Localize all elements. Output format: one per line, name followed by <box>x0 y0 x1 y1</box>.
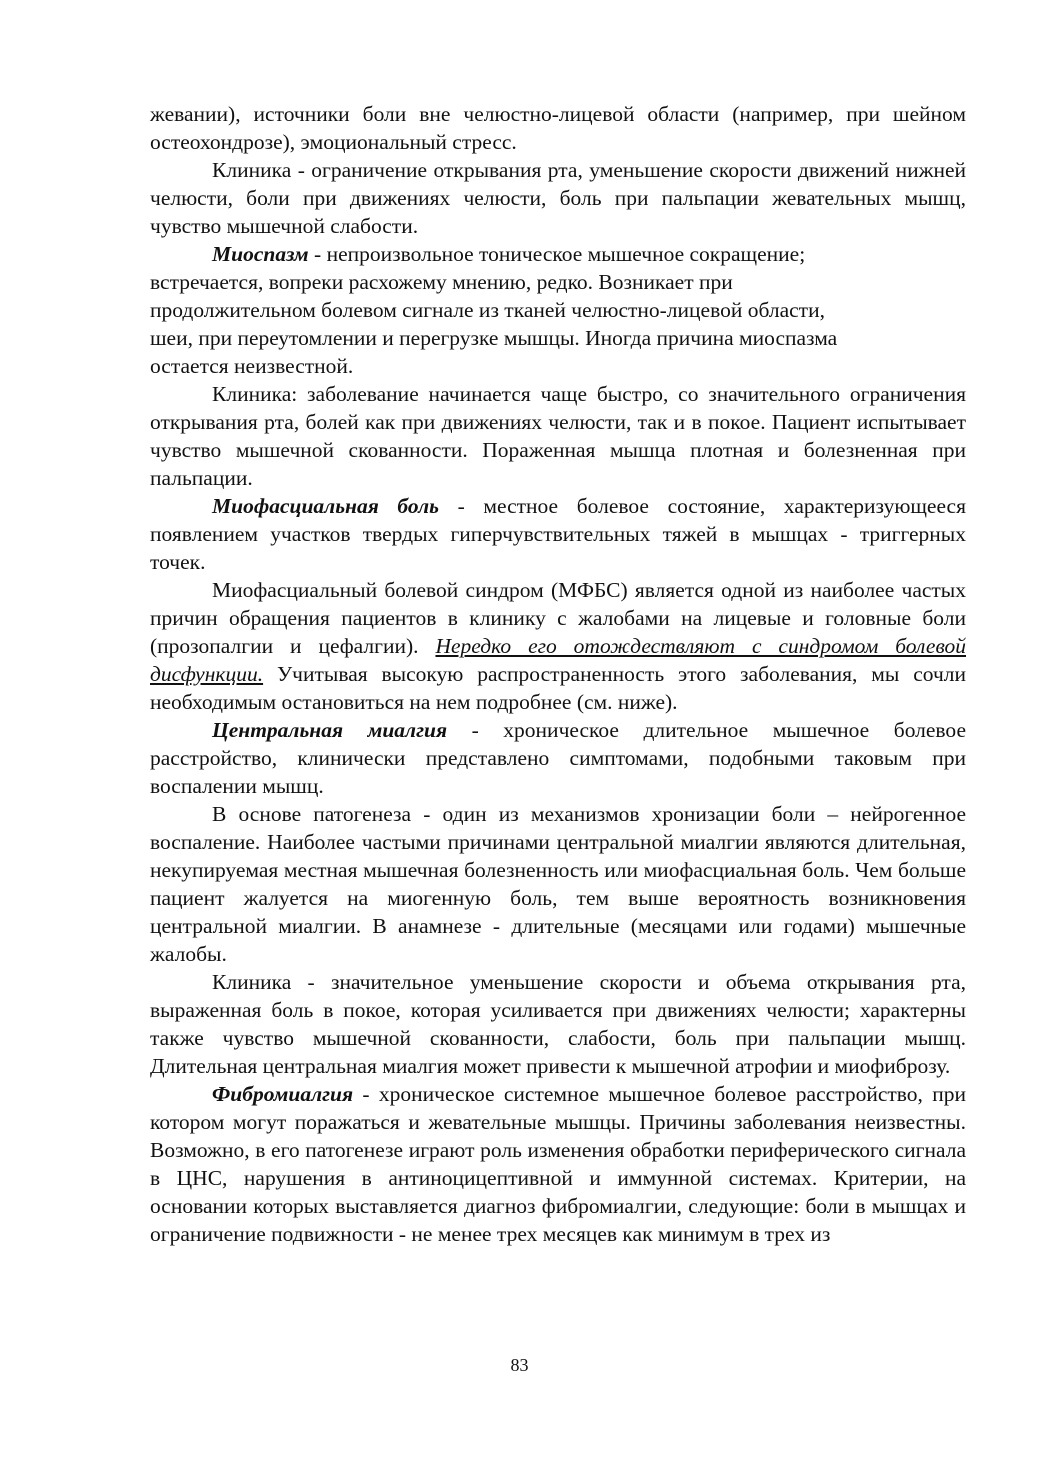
myospasm-line-1: - непроизвольное тоническое мышечное сокращение; <box>308 242 806 266</box>
paragraph-4-clinic: Клиника: заболевание начинается чаще быстро, со значительного ограничения открывания рта, болей как при движениях челюсти, так и в покое. Пациент испытывает чувство мышечной скованности. Пораженная мышца плотная и болезненная при пальпации. <box>150 382 966 490</box>
paragraph-10-fibromyalgia <box>150 1080 966 1248</box>
paragraph-1: жевании), источники боли вне челюстно-лицевой области (например, при шейном остеохондрозе), эмоциональный стресс. <box>150 102 966 154</box>
myospasm-line-3: продолжительном болевом сигнале из тканей челюстно-лицевой области, <box>150 298 825 322</box>
myospasm-line-5: остается неизвестной. <box>150 354 354 378</box>
page-number: 83 <box>510 1355 529 1375</box>
myofascial-text: - местное болевое состояние, характеризующееся появлением участков твердых гиперчувствительных тяжей в мышцах - триггерных точек. <box>150 494 966 574</box>
mfbs-text-before: Миофасциальный болевой синдром (МФБС) является одной из наиболее частых причин обращения пациентов в клинику с жалобами на лицевые и головные боли (прозопалгии и цефалгии). <box>150 578 966 658</box>
term-fibromyalgia: Фибромиалгия <box>212 1082 354 1106</box>
central-myalgia-text: - хроническое длительное мышечное болевое расстройство, клинически представлено симптомами, подобными таковым при воспалении мышц. <box>150 718 966 798</box>
term-central-myalgia: Центральная миалгия <box>212 718 448 742</box>
mfbs-underlined-text: Нередко его отождествляют с синдромом болевой дисфункции. <box>150 634 966 686</box>
paragraph-5-myofascial <box>150 492 966 576</box>
paragraph-8-pathogenesis: В основе патогенеза - один из механизмов хронизации боли – нейрогенное воспаление. Наиболее частыми причинами центральной миалгии являются длительная, некупируемая местная мышечная болезненность или миофасциальная боль. Чем больше пациент жалуется на миогенную боль, тем выше вероятность возникновения центральной миалгии. В анамнезе - длительные (месяцами или годами) мышечные жалобы. <box>150 802 966 966</box>
term-myospasm: Миоспазм <box>212 242 309 266</box>
myospasm-line-2: встречается, вопреки расхожему мнению, редко. Возникает при <box>150 270 733 294</box>
paragraph-7-central-myalgia <box>150 716 966 800</box>
paragraph-6-mfbs <box>150 576 966 716</box>
paragraph-2-clinic: Клиника - ограничение открывания рта, уменьшение скорости движений нижней челюсти, боли при движениях челюсти, боль при пальпации жевательных мышц, чувство мышечной слабости. <box>150 158 966 238</box>
paragraph-3-myospasm <box>150 240 966 380</box>
fibromyalgia-text: - хроническое системное мышечное болевое расстройство, при котором могут поражаться и жевательные мышцы. Причины заболевания неизвестны. Возможно, в его патогенезе играют роль изменения обработки периферического сигнала в ЦНС, нарушения в антиноцицептивной и иммунной системах. Критерии, на основании которых выставляется диагноз фибромиалгии, следующие: боли в мышцах и ограничение подвижности - не менее трех месяцев как минимум в трех из <box>150 1082 966 1246</box>
page-body <box>150 100 966 1248</box>
term-myofascial-pain: Миофасциальная боль <box>212 494 439 518</box>
myospasm-line-4: шеи, при переутомлении и перегрузке мышцы. Иногда причина миоспазма <box>150 326 838 350</box>
paragraph-9-clinic: Клиника - значительное уменьшение скорости и объема открывания рта, выраженная боль в покое, которая усиливается при движениях челюсти; характерны также чувство мышечной скованности, слабости, боль при пальпации мышц. Длительная центральная миалгия может привести к мышечной атрофии и миофиброзу. <box>150 970 966 1078</box>
mfbs-text-after: Учитывая высокую распространенность этого заболевания, мы сочли необходимым остановиться на нем подробнее (см. ниже). <box>150 662 966 714</box>
